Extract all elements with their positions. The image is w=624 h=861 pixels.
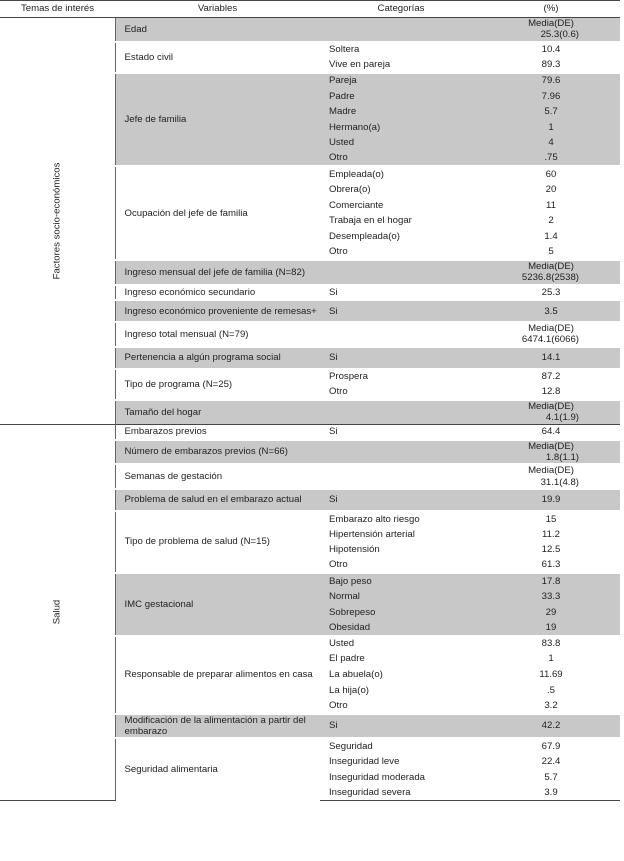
value-cell — [482, 558, 620, 574]
category-cell — [320, 754, 482, 770]
category-cell — [320, 198, 482, 214]
category-cell — [320, 166, 482, 182]
category-label: Hermano(a) — [329, 121, 381, 133]
category-cell — [320, 605, 482, 621]
category-label: Inseguridad leve — [329, 756, 400, 768]
value-cell — [482, 347, 620, 369]
value-cell — [482, 18, 620, 42]
value-cell — [482, 738, 620, 754]
variable-cell — [115, 166, 320, 260]
variable-label: Embarazos previos — [124, 425, 207, 437]
value-text: Media(DE) — [528, 440, 574, 452]
value-cell — [482, 88, 620, 104]
value-cell — [482, 464, 620, 489]
value-cell — [482, 151, 620, 167]
category-cell — [320, 489, 482, 511]
header-categorias: Categorías — [320, 1, 482, 18]
category-cell — [320, 738, 482, 754]
value-cell — [482, 440, 620, 465]
value-cell — [482, 104, 620, 120]
category-cell — [320, 42, 482, 58]
variable-label: Tipo de problema de salud (N=15) — [124, 536, 270, 548]
value-text: 3.5 — [544, 305, 558, 317]
category-label: Obesidad — [329, 621, 371, 633]
value-text: .5 — [546, 684, 555, 696]
variable-cell — [115, 511, 320, 573]
value-cell — [482, 424, 620, 440]
category-label: Seguridad — [329, 740, 373, 752]
header-variables: Variables — [115, 1, 320, 18]
value-text: 29 — [545, 606, 557, 618]
value-text: Media(DE) — [528, 18, 574, 29]
category-label: Otro — [329, 152, 348, 164]
variable-cell — [115, 714, 320, 739]
variable-label: Tamaño del hogar — [124, 406, 202, 418]
category-cell — [320, 151, 482, 167]
category-label: Si — [329, 494, 338, 506]
category-cell — [320, 527, 482, 543]
topic-label: Salud — [51, 600, 63, 625]
value-cell — [482, 698, 620, 714]
category-label: Inseguridad moderada — [329, 771, 426, 783]
variable-cell — [115, 322, 320, 347]
variable-label: Número de embarazos previos (N=66) — [124, 446, 288, 458]
category-label: Inseguridad severa — [329, 786, 411, 798]
value-cell — [482, 620, 620, 636]
category-label: Otro — [329, 699, 348, 711]
value-text: 11 — [546, 199, 556, 211]
variable-cell — [115, 347, 320, 369]
value-cell — [482, 229, 620, 245]
category-cell — [320, 213, 482, 229]
category-label: Prospera — [329, 371, 368, 383]
value-cell — [482, 573, 620, 589]
category-cell — [320, 229, 482, 245]
value-secondary-text: 1.8(1.1) — [545, 452, 579, 463]
category-cell — [320, 285, 482, 301]
value-text: 64.4 — [541, 425, 561, 437]
category-label: Normal — [329, 591, 360, 603]
category-cell — [320, 542, 482, 558]
category-cell — [320, 88, 482, 104]
header-percent: (%) — [482, 1, 620, 18]
value-cell — [482, 244, 620, 260]
category-cell — [320, 651, 482, 667]
category-label: Embarazo alto riesgo — [329, 513, 420, 525]
value-cell — [482, 511, 620, 527]
category-label: Si — [329, 305, 338, 317]
category-cell — [320, 714, 482, 739]
value-secondary-text: 6474.1(6066) — [521, 334, 579, 346]
value-text: 5.7 — [544, 106, 558, 118]
variable-label: Responsable de preparar alimentos en casa — [124, 669, 313, 681]
value-cell — [482, 213, 620, 229]
value-text: 12.8 — [541, 386, 561, 398]
variable-label: Jefe de familia — [124, 113, 187, 125]
category-cell — [320, 260, 482, 285]
value-text: .75 — [544, 152, 558, 164]
value-text: 1 — [548, 653, 554, 665]
value-cell — [482, 166, 620, 182]
value-cell — [482, 120, 620, 136]
category-label: Trabaja en el hogar — [329, 215, 412, 227]
variable-cell — [115, 424, 320, 440]
value-text: 20 — [545, 184, 557, 196]
value-cell — [482, 636, 620, 652]
category-cell — [320, 369, 482, 385]
variable-label: IMC gestacional — [124, 598, 194, 610]
value-text: 4 — [548, 137, 554, 149]
variable-cell — [115, 738, 320, 800]
value-cell — [482, 754, 620, 770]
value-cell — [482, 73, 620, 89]
variable-cell — [115, 400, 320, 424]
value-cell — [482, 369, 620, 385]
value-cell — [482, 589, 620, 605]
variable-cell — [115, 573, 320, 635]
category-label: La hija(o) — [329, 684, 369, 696]
value-text: 12.5 — [541, 544, 561, 556]
category-cell — [320, 182, 482, 198]
variable-cell — [115, 260, 320, 285]
category-cell — [320, 424, 482, 440]
variable-label: Pertenencia a algún programa social — [124, 352, 281, 364]
variable-label: Seguridad alimentaria — [124, 764, 218, 776]
category-label: Madre — [329, 106, 357, 118]
category-cell — [320, 300, 482, 322]
variable-label: Semanas de gestación — [124, 470, 223, 482]
variable-label: Tipo de programa (N=25) — [124, 378, 233, 390]
category-cell — [320, 620, 482, 636]
category-label: El padre — [329, 653, 365, 665]
value-text: 83.8 — [541, 638, 561, 650]
category-cell — [320, 511, 482, 527]
category-label: Usted — [329, 137, 355, 149]
value-cell — [482, 769, 620, 785]
category-cell — [320, 347, 482, 369]
value-text: 79.6 — [541, 75, 561, 87]
value-text: 10.4 — [541, 44, 561, 56]
value-text: 11.2 — [542, 528, 560, 540]
category-label: Si — [329, 720, 338, 732]
value-secondary-text: 25.3(0.6) — [540, 29, 579, 41]
value-text: 7.96 — [541, 90, 561, 102]
variable-cell — [115, 369, 320, 400]
header-row — [0, 1, 620, 18]
category-label: Otro — [329, 386, 348, 398]
value-text: 19 — [545, 621, 557, 633]
variable-cell — [115, 464, 320, 489]
value-text: 22.4 — [541, 756, 561, 768]
value-text: 3.2 — [544, 699, 558, 711]
value-cell — [482, 300, 620, 322]
variable-label: Ingreso total mensual (N=79) — [124, 328, 249, 340]
value-text: Media(DE) — [528, 260, 574, 272]
category-cell — [320, 636, 482, 652]
category-label: Vive en pareja — [329, 58, 391, 70]
category-cell — [320, 322, 482, 347]
category-cell — [320, 104, 482, 120]
category-cell — [320, 18, 482, 42]
category-cell — [320, 682, 482, 698]
value-cell — [482, 651, 620, 667]
category-cell — [320, 698, 482, 714]
variable-label: Edad — [124, 23, 147, 35]
value-text: 2 — [548, 215, 554, 227]
value-cell — [482, 489, 620, 511]
variable-label: Problema de salud en el embarazo actual — [124, 494, 302, 506]
variable-label: Ingreso económico proveniente de remesas+ — [124, 305, 317, 317]
table-row — [0, 424, 620, 440]
value-text: 3.9 — [544, 786, 558, 798]
value-cell — [482, 682, 620, 698]
category-label: Usted — [329, 638, 355, 650]
value-text: 11.69 — [539, 669, 563, 681]
value-text: 61.3 — [541, 559, 561, 571]
variable-cell — [115, 18, 320, 42]
table-row — [0, 18, 620, 42]
value-cell — [482, 714, 620, 739]
variable-cell — [115, 300, 320, 322]
category-cell — [320, 440, 482, 465]
category-cell — [320, 769, 482, 785]
category-cell — [320, 244, 482, 260]
value-cell — [482, 384, 620, 400]
value-secondary-text: 5236.8(2538) — [521, 272, 579, 284]
topic-cell — [0, 18, 115, 425]
value-cell — [482, 400, 620, 424]
value-text: 14.1 — [541, 352, 561, 364]
value-cell — [482, 182, 620, 198]
header-temas: Temas de interés — [0, 1, 115, 18]
category-cell — [320, 135, 482, 151]
category-label: Comerciante — [329, 199, 384, 211]
value-cell — [482, 285, 620, 301]
category-label: Desempleada(o) — [329, 230, 400, 242]
value-text: 67.9 — [541, 740, 561, 752]
category-label: Si — [329, 286, 338, 298]
category-label: Bajo peso — [329, 575, 372, 587]
table-body — [0, 18, 620, 801]
category-label: Hipertensión arterial — [329, 528, 415, 540]
value-text: 33.3 — [541, 591, 561, 603]
value-cell — [482, 542, 620, 558]
topic-label: Factores socio-económicos — [51, 162, 63, 280]
value-text: 87.2 — [541, 371, 561, 383]
value-text: 1.4 — [544, 230, 558, 242]
category-label: Hipotensión — [329, 544, 380, 556]
category-cell — [320, 73, 482, 89]
value-text: 19.9 — [541, 494, 561, 506]
variable-cell — [115, 285, 320, 301]
value-cell — [482, 667, 620, 683]
category-label: La abuela(o) — [329, 669, 383, 681]
value-text: 15 — [545, 513, 557, 525]
value-cell — [482, 57, 620, 73]
value-text: Media(DE) — [528, 400, 574, 412]
value-text: 60 — [545, 169, 557, 181]
value-secondary-text: 4.1(1.9) — [545, 412, 579, 424]
value-cell — [482, 605, 620, 621]
variable-cell — [115, 42, 320, 73]
category-label: Otro — [329, 559, 348, 571]
variable-label: Modificación de la alimentación a partir del embarazo — [124, 714, 306, 737]
value-text: 5 — [548, 245, 554, 257]
value-cell — [482, 42, 620, 58]
variable-label: Ingreso económico secundario — [124, 286, 256, 298]
category-label: Obrera(o) — [329, 184, 371, 196]
value-text: 25.3 — [541, 286, 561, 298]
value-cell — [482, 198, 620, 214]
variable-label: Estado civil — [124, 51, 174, 63]
value-text: Media(DE) — [528, 465, 574, 477]
value-cell — [482, 135, 620, 151]
category-label: Sobrepeso — [329, 606, 376, 618]
category-label: Si — [329, 352, 338, 364]
value-text: 42.2 — [541, 720, 561, 732]
variable-cell — [115, 636, 320, 714]
value-cell — [482, 527, 620, 543]
topic-cell — [0, 424, 115, 801]
variable-cell — [115, 489, 320, 511]
category-label: Padre — [329, 90, 355, 102]
category-cell — [320, 400, 482, 424]
category-cell — [320, 573, 482, 589]
category-cell — [320, 589, 482, 605]
value-cell — [482, 785, 620, 801]
value-cell — [482, 260, 620, 285]
category-label: Otro — [329, 245, 348, 257]
category-cell — [320, 384, 482, 400]
value-text: 5.7 — [544, 771, 558, 783]
variable-label: Ingreso mensual del jefe de familia (N=82) — [124, 266, 306, 278]
variable-label: Ocupación del jefe de familia — [124, 207, 248, 219]
category-label: Soltera — [329, 44, 360, 56]
value-text: 89.3 — [541, 58, 561, 70]
value-cell — [482, 322, 620, 347]
category-cell — [320, 57, 482, 73]
category-cell — [320, 120, 482, 136]
category-label: Pareja — [329, 75, 357, 87]
category-cell — [320, 785, 482, 801]
value-text: 1 — [548, 121, 554, 133]
value-text: 17.8 — [541, 575, 561, 587]
category-cell — [320, 558, 482, 574]
category-label: Empleada(o) — [329, 169, 384, 181]
variable-cell — [115, 440, 320, 465]
category-label: Si — [329, 425, 338, 437]
value-secondary-text: 31.1(4.8) — [540, 476, 579, 488]
variable-cell — [115, 73, 320, 167]
category-cell — [320, 667, 482, 683]
category-cell — [320, 464, 482, 489]
value-text: Media(DE) — [528, 323, 574, 335]
